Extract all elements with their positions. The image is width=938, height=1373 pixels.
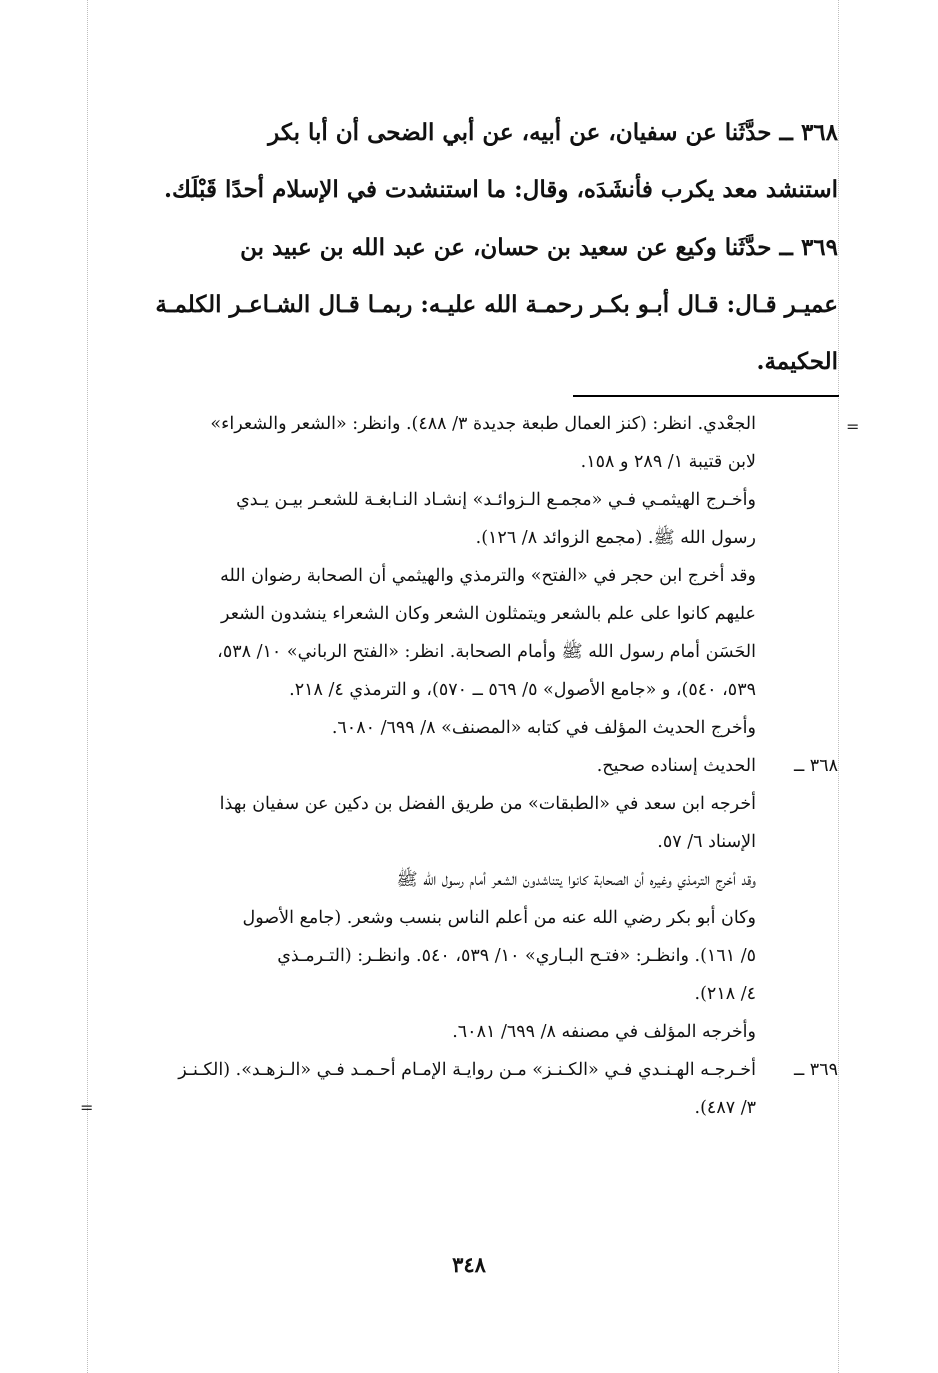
margin-guide-right xyxy=(838,0,839,1373)
footnote-number-369: ٣٦٩ ــ xyxy=(793,1060,838,1080)
text-line: استنشد معد يكرب فأنشَدَه، وقال: ما استنشدت في الإسلام أحدًا قَبْلَك. xyxy=(164,176,838,203)
continuation-mark-top: = xyxy=(846,417,860,436)
footnote-line: ٣/ ٤٨٧). xyxy=(694,1098,756,1118)
footnote-369 xyxy=(88,1051,756,1127)
footnote-line: أخرجه ابن سعد في «الطبقات» من طريق الفضل بن دكين عن سفيان بهذا xyxy=(219,794,756,814)
footnote-line: وأخرج الحديث المؤلف في كتابه «المصنف» ٨/ ٦٩٩/ ٦٠٨٠. xyxy=(331,718,756,738)
text-line: الحكيمة. xyxy=(756,348,838,375)
footnote-continued xyxy=(88,405,756,747)
footnote-line: وقد أخرج الترمذي وغيره أن الصحابة كانوا يتناشدون الشعر أمام رسول الله ﷺ xyxy=(396,870,756,890)
footnote-line: أخـرجـه الهـنـدي فـي «الكـنـز» مـن روايـة الإمـام أحـمـد فـي «الـزهـد». (الكـنـز xyxy=(178,1060,756,1080)
continuation-mark-bottom: = xyxy=(80,1098,94,1117)
hadith-368 xyxy=(88,104,838,218)
footnote-number-368: ٣٦٨ ــ xyxy=(793,756,838,776)
footnote-line: الجعْدي. انظر: (كنز العمال طبعة جديدة ٣/ ٤٨٨). وانظر: «الشعر والشعراء» xyxy=(210,414,756,434)
footnote-line: الإسناد ٦/ ٥٧. xyxy=(657,832,756,852)
footnote-368 xyxy=(88,747,756,1051)
hadith-369 xyxy=(88,219,838,390)
footnote-separator xyxy=(573,395,839,397)
footnote-line: وقد أخرج ابن حجر في «الفتح» والترمذي والهيثمي أن الصحابة رضوان الله xyxy=(220,566,756,586)
text-line: عميـر قـال: قـال أبـو بكـر رحمـة الله عليـه: ربمـا قـال الشـاعـر الكلمـة xyxy=(155,291,838,318)
footnote-line: رسول الله ﷺ. (مجمع الزوائد ٨/ ١٢٦). xyxy=(475,528,756,548)
footnote-line: الحَسَن أمام رسول الله ﷺ وأمام الصحابة. انظر: «الفتح الرباني» ١٠/ ٥٣٨، xyxy=(217,642,756,662)
footnote-line: وكان أبو بكر رضي الله عنه من أعلم الناس بنسب وشعر. (جامع الأصول xyxy=(242,908,756,928)
footnote-line: عليهم كانوا على علم بالشعر ويتمثلون الشعر وكان الشعراء ينشدون الشعر xyxy=(221,604,756,624)
footnote-line: وأخرجه المؤلف في مصنفه ٨/ ٦٩٩/ ٦٠٨١. xyxy=(452,1022,756,1042)
text-line: ٣٦٩ ــ حدَّثَنا وكيع عن سعيد بن حسان، عن عبد الله بن عبيد بن xyxy=(240,234,838,261)
footnote-line: ٥٣٩، ٥٤٠)، و «جامع الأصول» ٥/ ٥٦٩ ــ ٥٧٠)، و الترمذي ٤/ ٢١٨. xyxy=(289,680,756,700)
footnote-line: وأخـرج الهيثمـي فـي «مجمـع الـزوائـد» إنشـاد النـابغـة للشعـر بيـن يـدي xyxy=(236,490,756,510)
text-line: ٣٦٨ ــ حدَّثَنا عن سفيان، عن أبيه، عن أبي الضحى أن أبا بكر xyxy=(268,119,838,146)
footnote-line: ٤/ ٢١٨). xyxy=(694,984,756,1004)
footnote-line: الحديث إسناده صحيح. xyxy=(596,756,756,776)
page-number: ٣٤٨ xyxy=(452,1252,486,1277)
footnote-line: ٥/ ١٦١). وانظـر: «فتـح البـاري» ١٠/ ٥٣٩، ٥٤٠. وانظـر: (التـرمـذي xyxy=(277,946,756,966)
footnote-line: لابن قتيبة ١/ ٢٨٩ و ١٥٨. xyxy=(580,452,756,472)
